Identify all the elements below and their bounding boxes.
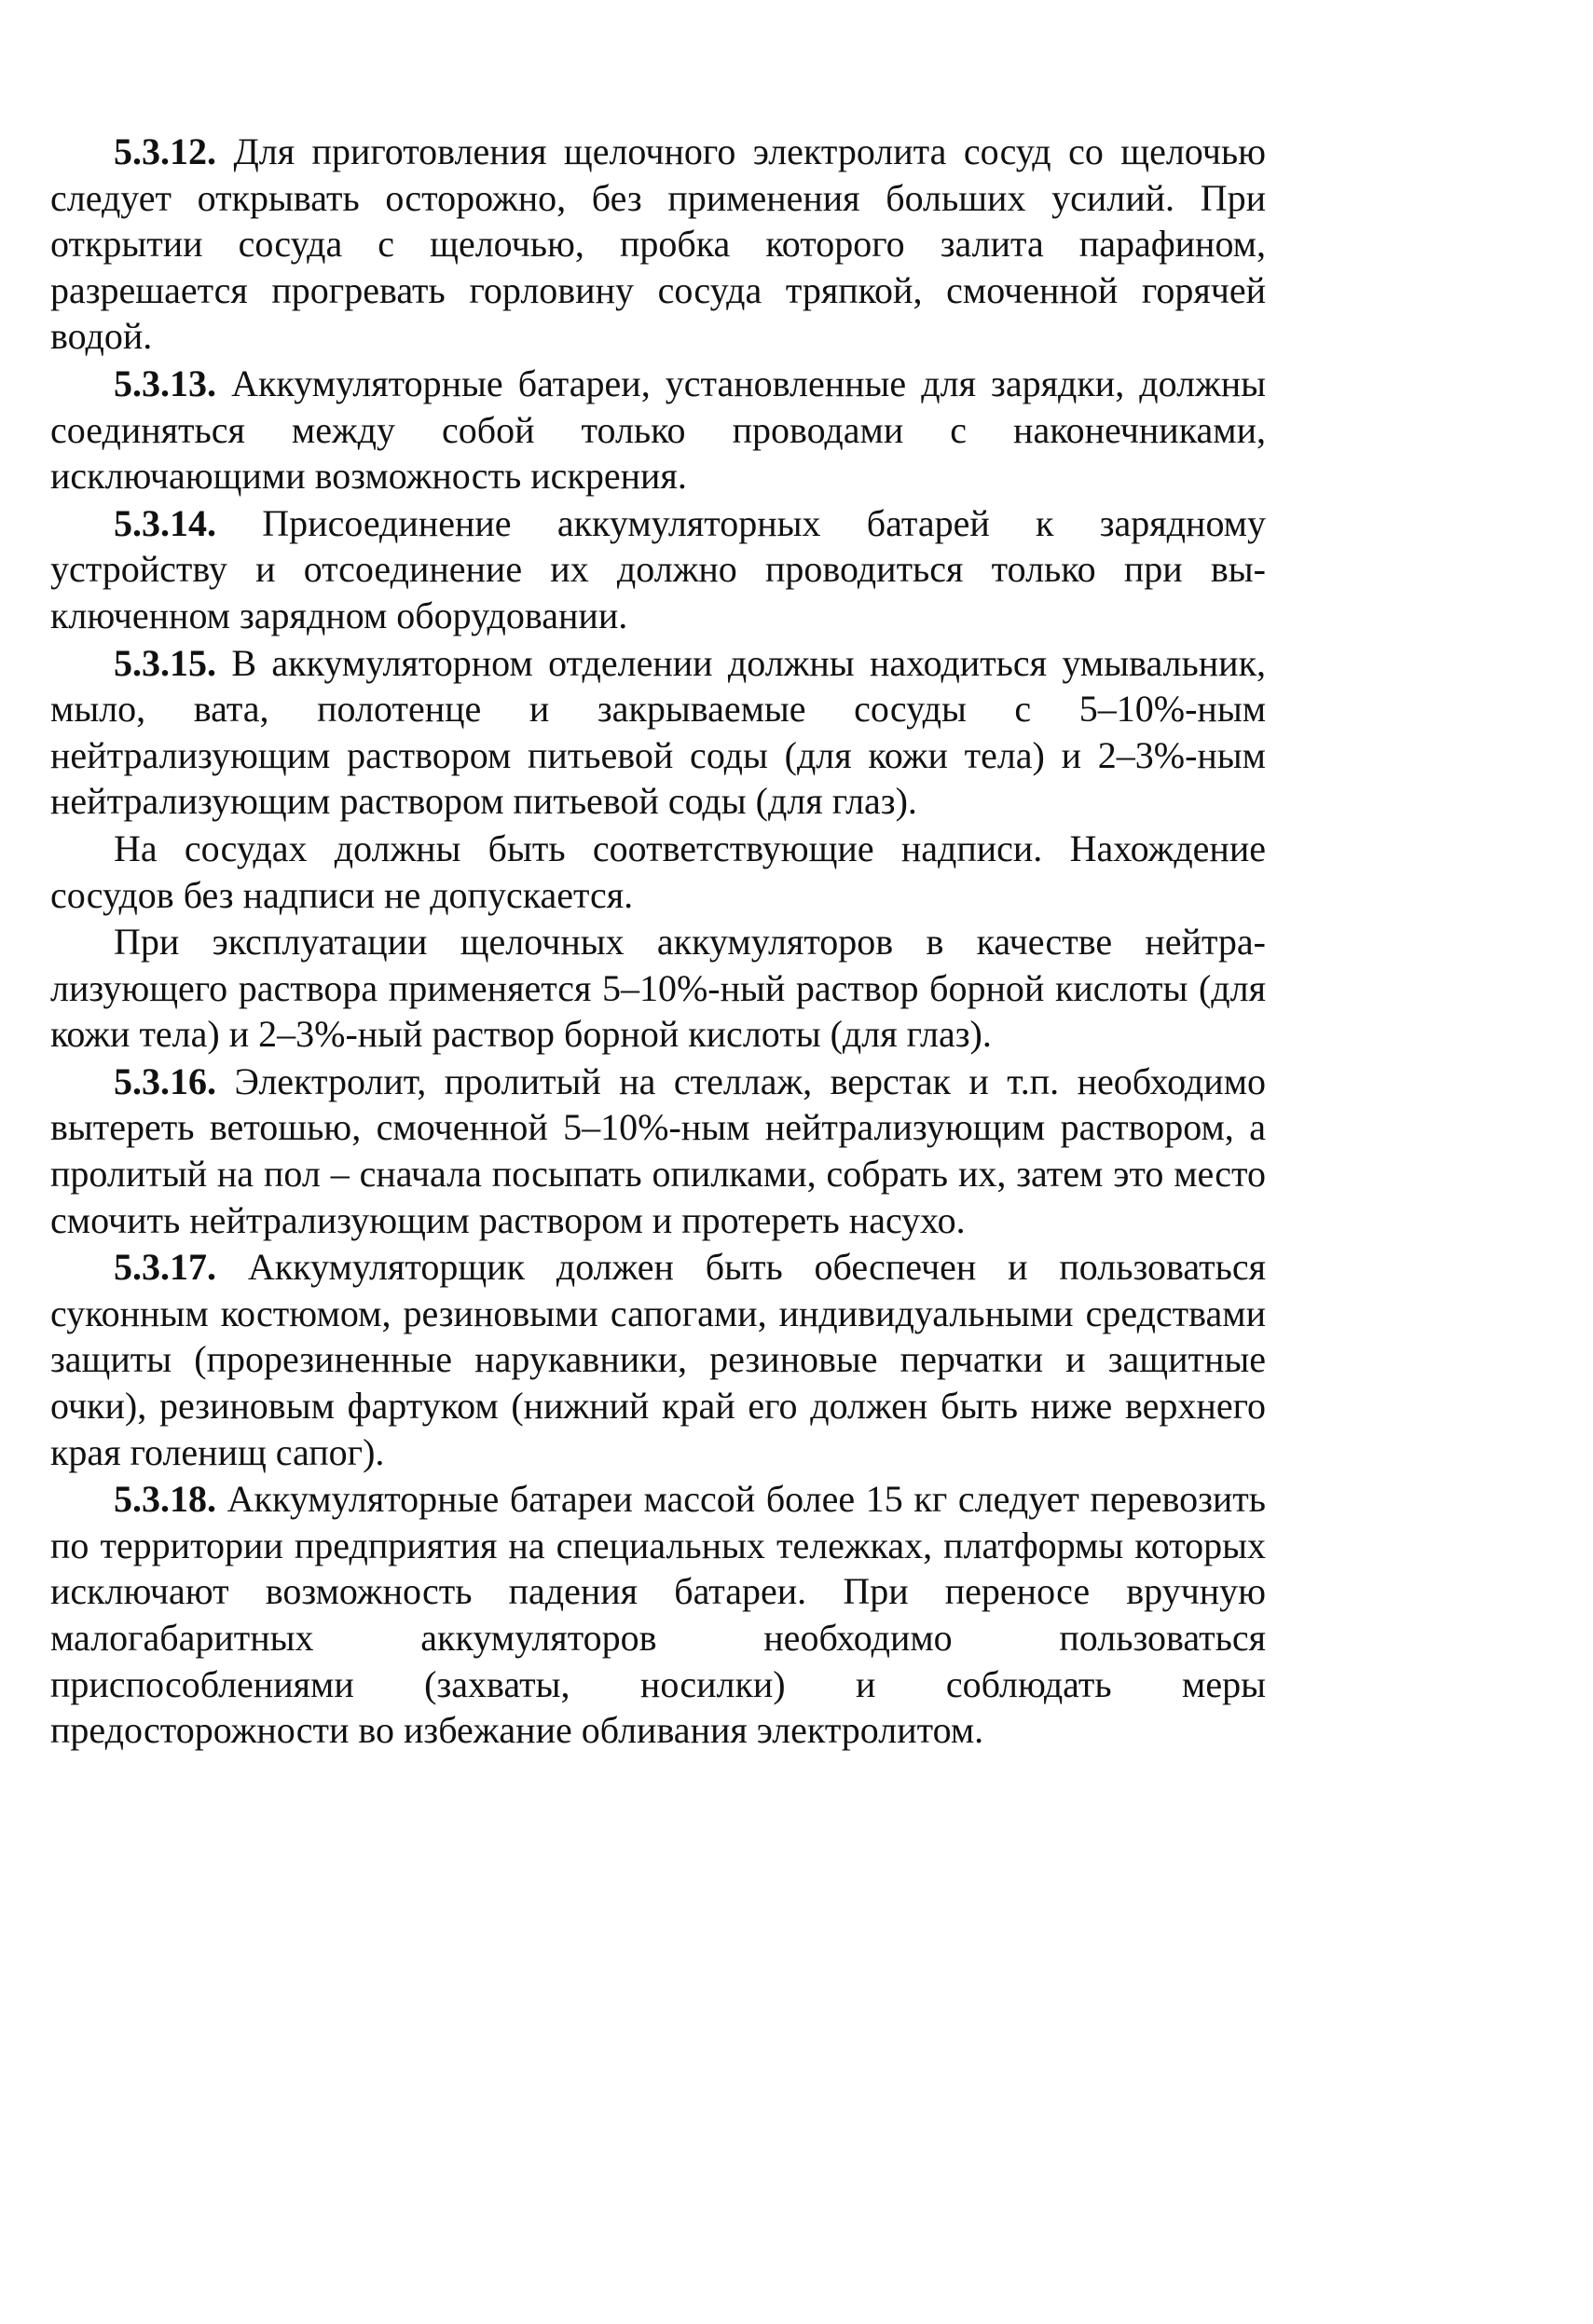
paragraph-number: 5.3.14.: [114, 501, 216, 544]
paragraph-5-3-17: [50, 1244, 1266, 1475]
paragraph-5-3-14: [50, 500, 1266, 639]
paragraph-5-3-18: [50, 1476, 1266, 1754]
paragraph-labels-note: [50, 826, 1266, 918]
paragraph-text: Для приготовления щелочного электролита сосуд со щелочью следует открывать осторожно, без применения больших усилий. При открытии сосуда с щелочью, пробка которого залита парафином, разрешается прогревать горловину сосуда тряпкой, смоченной горячей водой.: [50, 130, 1266, 358]
paragraph-number: 5.3.16.: [114, 1059, 216, 1102]
paragraph-5-3-13: [50, 361, 1266, 499]
paragraph-text: Электролит, пролитый на стеллаж, верстак и т.п. необходимо вытереть ветошью, смоченной 5–10%-ным нейтрализующим раствором, а пролитый на пол – сначала посыпать опилками, собрать их, затем это место смочить нейтрализующим раствором и протереть насухо.: [50, 1059, 1266, 1241]
paragraph-number: 5.3.15.: [114, 641, 216, 684]
paragraph-number: 5.3.13.: [114, 362, 216, 404]
paragraph-number: 5.3.18.: [114, 1478, 216, 1521]
paragraph-text: Аккумуляторные батареи массой более 15 кг следует перевозить по территории предприятия на специальных тележках, платформы которых исключают возможность падения батареи. При переносе вручную малогабаритных аккумуляторов необходимо пользоваться приспособлениями (захваты, носилки) и соблюдать меры предосторожности во избежание обливания электролитом.: [50, 1478, 1266, 1752]
paragraph-text: Присоединение аккумуляторных батарей к зарядному устройству и отсоединение их должно проводиться только при выключенном зарядном оборудовании.: [50, 501, 1266, 636]
paragraph-5-3-16: [50, 1059, 1266, 1243]
paragraph-text: В аккумуляторном отделении должны находиться умывальник, мыло, вата, полотенце и закрываемые сосуды с 5–10%-ным нейтрализующим раствором питьевой соды (для кожи тела) и 2–3%-ным нейтрализующим раствором питьевой соды (для глаз).: [50, 641, 1266, 823]
paragraph-text: При эксплуатации щелочных аккумуляторов в качестве нейтрализующего раствора применяется 5–10%-ный раствор борной кислоты (для кожи тела) и 2–3%-ный раствор борной кислоты (для глаз).: [50, 921, 1266, 1056]
paragraph-alkaline-note: [50, 919, 1266, 1058]
paragraph-5-3-15: [50, 640, 1266, 825]
document-page: [50, 129, 1266, 1754]
paragraph-5-3-12: [50, 129, 1266, 360]
paragraph-text: Аккумуляторные батареи, установленные для зарядки, должны соединяться между собой только проводами с наконечниками, исключающими возможность искрения.: [50, 362, 1266, 498]
paragraph-number: 5.3.12.: [114, 130, 216, 172]
paragraph-number: 5.3.17.: [114, 1246, 216, 1289]
paragraph-text: На сосудах должны быть соответствующие надписи. Нахождение сосудов без надписи не допускается.: [50, 827, 1266, 916]
paragraph-text: Аккумуляторщик должен быть обеспечен и пользоваться суконным костюмом, резиновыми сапогами, индивидуальными средствами защиты (прорезиненные нарукавники, резиновые перчатки и защитные очки), резиновым фартуком (нижний край его должен быть ниже верхнего края голенищ сапог).: [50, 1246, 1266, 1473]
